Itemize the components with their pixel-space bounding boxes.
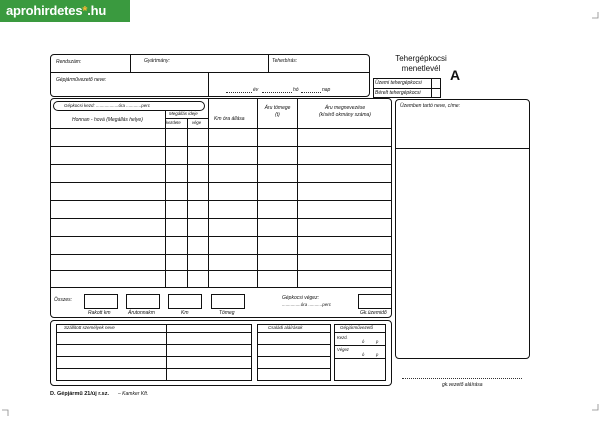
stop-time-header: Megállás ideje xyxy=(169,111,198,116)
form-title: Tehergépkocsi menetlevél xyxy=(395,54,447,73)
driver-signature-label: gk.vezető aláírása xyxy=(442,382,483,388)
driver-row-line xyxy=(334,358,386,359)
watermark-logo: aprohirdetes*.hu xyxy=(0,0,130,22)
table-row-line xyxy=(50,218,392,219)
form-letter: A xyxy=(450,67,461,83)
passengers-label: Szállított személyek neve xyxy=(64,325,115,330)
table-row-line xyxy=(50,270,392,271)
driver-row-line xyxy=(334,332,386,333)
weight-header: Áru tömege (t) xyxy=(264,105,291,118)
signature-label: Családi aláírások xyxy=(268,325,303,330)
arutonnakm-box[interactable] xyxy=(126,294,160,309)
uzemido-box[interactable] xyxy=(358,294,392,309)
table-row-line xyxy=(50,128,392,129)
km-header: Km óra állása xyxy=(214,116,245,122)
rakott-km-box[interactable] xyxy=(84,294,118,309)
date-ho: hó xyxy=(293,87,299,93)
table-row-line xyxy=(50,200,392,201)
passenger-row-line xyxy=(56,344,252,345)
passenger-row-line xyxy=(56,356,252,357)
table-row-line xyxy=(50,164,392,165)
osszes-label: Összes: xyxy=(54,297,73,303)
table-row-line xyxy=(50,182,392,183)
table-row-line xyxy=(50,254,392,255)
remarks-box xyxy=(395,99,530,359)
option-berelt: Bérelt tehergépkocsi xyxy=(375,90,421,96)
remarks-label: Üzemben tartó neve, címe: xyxy=(400,103,461,109)
signature-row-line xyxy=(257,368,331,369)
date-nap: nap xyxy=(322,87,331,93)
driver-row-line xyxy=(334,345,386,346)
form-code: D. Gépjármű 21/új r.sz. xyxy=(50,391,109,397)
signature-row-line xyxy=(257,356,331,357)
option-uzemi: Üzemi tehergépkocsi xyxy=(375,80,422,86)
km-box[interactable] xyxy=(168,294,202,309)
teherbiras-label: Teherbírás: xyxy=(272,58,298,64)
driver-label: Gépjárművezető xyxy=(340,325,374,330)
rendszam-label: Rendszám: xyxy=(56,59,82,65)
publisher: – Kamker Kft. xyxy=(118,391,149,397)
signature-row-line xyxy=(257,344,331,345)
gyartmany-label: Gyártmány: xyxy=(144,58,170,64)
signature-row-line xyxy=(257,332,331,333)
header-divider xyxy=(50,72,370,73)
vezeto-label: Gépjárművezető neve: xyxy=(56,77,107,83)
route-header: Honnan - hová (Megállás helye) xyxy=(72,117,143,123)
tomeg-box[interactable] xyxy=(211,294,245,309)
passenger-row-line xyxy=(56,368,252,369)
main-table xyxy=(50,98,392,318)
goods-header: Áru megnevezése (kísérő okmány száma) xyxy=(319,105,371,118)
passenger-row-line xyxy=(56,332,252,333)
table-row-line xyxy=(50,146,392,147)
table-row-line xyxy=(50,236,392,237)
date-ev: év xyxy=(253,87,259,93)
